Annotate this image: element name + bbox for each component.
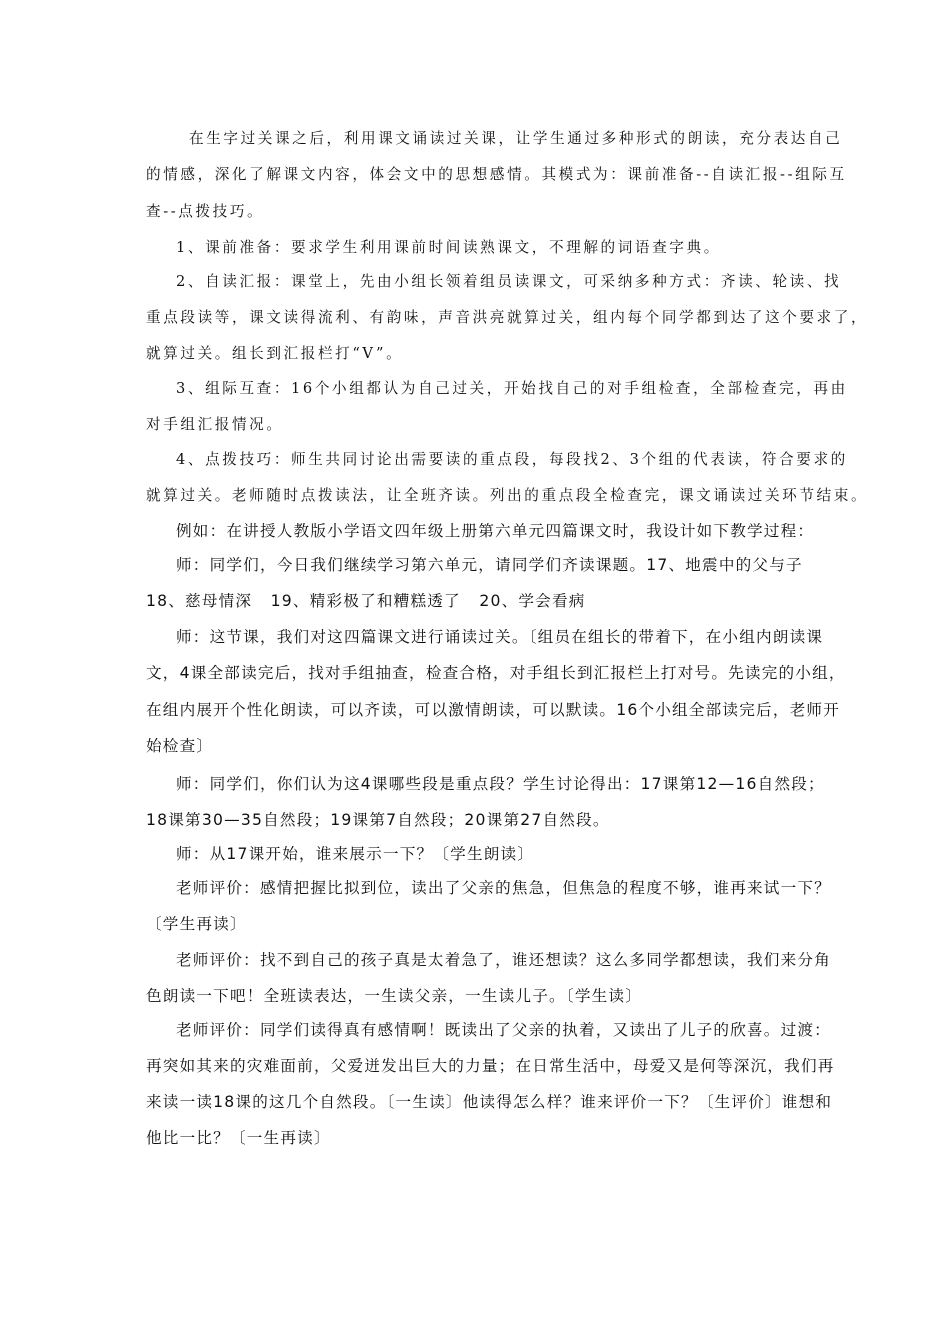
text-line: 师：这节课，我们对这四篇课文进行诵读过关。〔组员在组长的带着下，在小组内朗读课: [176, 628, 824, 646]
text-line: 就算过关。老师随时点拨读法，让全班齐读。列出的重点段全检查完，课文诵读过关环节结束。: [146, 487, 869, 504]
text-line: 查--点拨技巧。: [146, 203, 265, 220]
text-line: 例如：在讲授人教版小学语文四年级上册第六单元四篇课文时，我设计如下教学过程：: [176, 522, 815, 540]
text-line: 色朗读一下吧！全班读表达，一生读父亲，一生读儿子。〔学生读〕: [146, 987, 643, 1005]
text-line: 18、慈母情深 19、精彩极了和糟糕透了 20、学会看病: [146, 592, 586, 610]
text-line: 在生字过关课之后，利用课文诵读过关课，让学生通过多种形式的朗读，充分表达自己: [189, 130, 843, 147]
text-line: 4、点拨技巧：师生共同讨论出需要读的重点段，每段找2、3个组的代表读，符合要求的: [176, 451, 848, 468]
text-line: 师：同学们，你们认为这4课哪些段是重点段？学生讨论得出：17课第12—16自然段；: [176, 775, 825, 793]
text-line: 师：从17课开始，谁来展示一下？〔学生朗读〕: [176, 845, 535, 863]
text-line: 来读一读18课的这几个自然段。〔一生读〕他读得怎么样？谁来评价一下？〔生评价〕谁想和: [146, 1093, 833, 1111]
text-line: 2、自读汇报：课堂上，先由小组长领着组员读课文，可采纳多种方式：齐读、轮读、找: [176, 273, 842, 290]
text-line: 老师评价：同学们读得真有感情啊！既读出了父亲的执着，又读出了儿子的欣喜。过渡：: [176, 1021, 831, 1039]
text-line: 老师评价：找不到自己的孩子真是太着急了，谁还想读？这么多同学都想读，我们来分角: [176, 951, 831, 969]
text-line: 重点段读等，课文读得流利、有韵味，声音洪亮就算过关，组内每个同学都到达了这个要求了，: [146, 309, 869, 326]
text-line: 1、课前准备：要求学生利用课前时间读熟课文，不理解的词语查字典。: [176, 239, 721, 256]
text-line: 始检查〕: [146, 737, 214, 755]
text-line: 的情感，深化了解课文内容，体会文中的思想感情。其模式为：课前准备--自读汇报--组际互: [146, 166, 847, 183]
text-line: 师：同学们，今日我们继续学习第六单元，请同学们齐读课题。17、地震中的父与子: [176, 556, 803, 574]
text-line: 〔学生再读〕: [146, 915, 247, 933]
text-line: 再突如其来的灾难面前，父爱迸发出巨大的力量；在日常生活中，母爱又是何等深沉，我们再: [146, 1057, 835, 1075]
text-line: 就算过关。组长到汇报栏打“V”。: [146, 345, 404, 362]
text-line: 文，4课全部读完后，找对手组抽查，检查合格，对手组长到汇报栏上打对号。先读完的小组，: [146, 664, 846, 682]
text-line: 3、组际互查：16个小组都认为自己过关，开始找自己的对手组检查，全部检查完，再由: [176, 380, 848, 397]
text-line: 在组内展开个性化朗读，可以齐读，可以激情朗读，可以默读。16个小组全部读完后，老师开: [146, 701, 840, 719]
text-line: 对手组汇报情况。: [146, 416, 284, 433]
text-line: 他比一比？〔一生再读〕: [146, 1129, 331, 1147]
text-line: 老师评价：感情把握比拟到位，读出了父亲的焦急，但焦急的程度不够，谁再来试一下？: [176, 879, 831, 897]
text-line: 18课第30—35自然段；19课第7自然段；20课第27自然段。: [146, 811, 610, 829]
